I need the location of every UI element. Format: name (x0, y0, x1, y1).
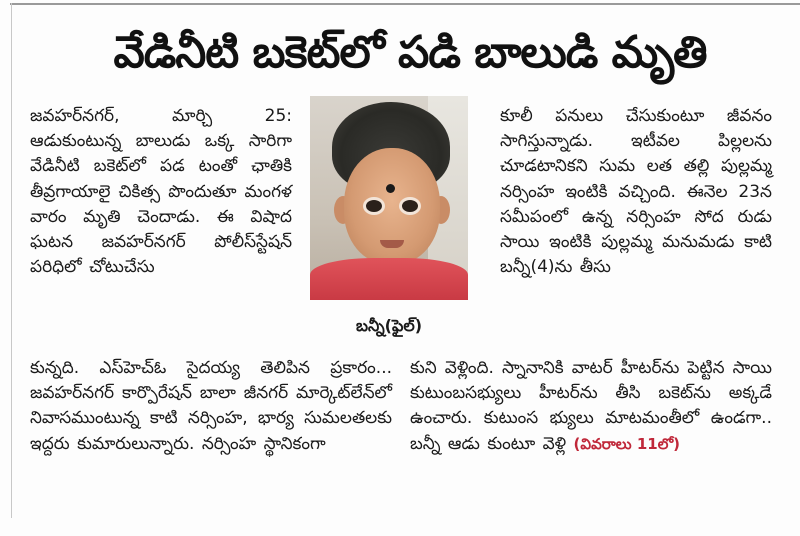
article-column-right-bottom (410, 356, 772, 457)
article-text: కుని వెళ్లింది. స్నానానికి వాటర్‌ హీటర్‌ను పెట్టిన సాయి కుటుంబసభ్యులు హీటర్‌ను తీసి బకెట్‌ను అక్కడే ఉంచారు. కుటుంస భ్యులు మాటమంతీలో ఉండగా.. బన్నీ ఆడు కుంటూ వెళ్లి (410, 358, 772, 454)
photo-child-eye-right (402, 200, 418, 212)
article-text-paragraph (410, 356, 772, 457)
article-text: కున్నది. ఎస్‌హెచ్‌ఓ సైదయ్య తెలిపిన ప్రకారం... జవహర్‌నగర్‌ కార్పొరేషన్‌ బాలా జీనగర్‌ మార్కెట్‌లేన్‌లో నివాసముంటున్న కాటి నర్సింహ, భార్య సుమలతలకు ఇద్దరు కుమారులున్నారు. నర్సింహ స్థానికంగా (30, 358, 392, 454)
article-text: జవహర్‌నగర్‌, మార్చి 25: ఆడుకుంటున్న బాలుడు ఒక్క సారిగా వేడినీటి బకెట్‌లో పడ టంతో ఛాతికి తీవ్రగాయాలై చికిత్స పొందుతూ మంగళ వారం మృతి చెందాడు. ఈ విషాద ఘటన జవహర్‌నగర్‌ పోలీస్‌స్టేషన్‌ పరిధిలో చోటుచేసు (30, 106, 292, 278)
photo-child-shirt (310, 258, 468, 300)
article-column-left-top (30, 104, 292, 280)
photo-child-bindi (386, 184, 395, 193)
article-text: కూలీ పనులు చేసుకుంటూ జీవనం సాగిస్తున్నాడు. ఇటీవల పిల్లలను చూడటానికని సుమ లత తల్లి పుల్లమ్మ నర్సింహ ఇంటికి వచ్చింది. ఈనెల 23న సమీపంలో ఉన్న నర్సింహ సోద రుడు సాయి ఇంటికి పుల్లమ్మ మనుమడు కాటి బన్నీ(4)ను తీసు (500, 106, 772, 278)
article-column-left-bottom (30, 356, 392, 457)
see-more-reference[interactable]: (వివరాలు 11లో) (573, 434, 680, 453)
photo-caption: బన్నీ(ఫైల్‌) (355, 316, 423, 335)
top-rule (10, 3, 800, 5)
left-rule (11, 3, 12, 518)
article-column-right-top (500, 104, 772, 280)
article-photo (310, 96, 468, 300)
photo-child-eye-left (366, 200, 382, 212)
article-headline: వేడినీటి బకెట్‌లో పడి బాలుడి మృతి (113, 27, 707, 78)
